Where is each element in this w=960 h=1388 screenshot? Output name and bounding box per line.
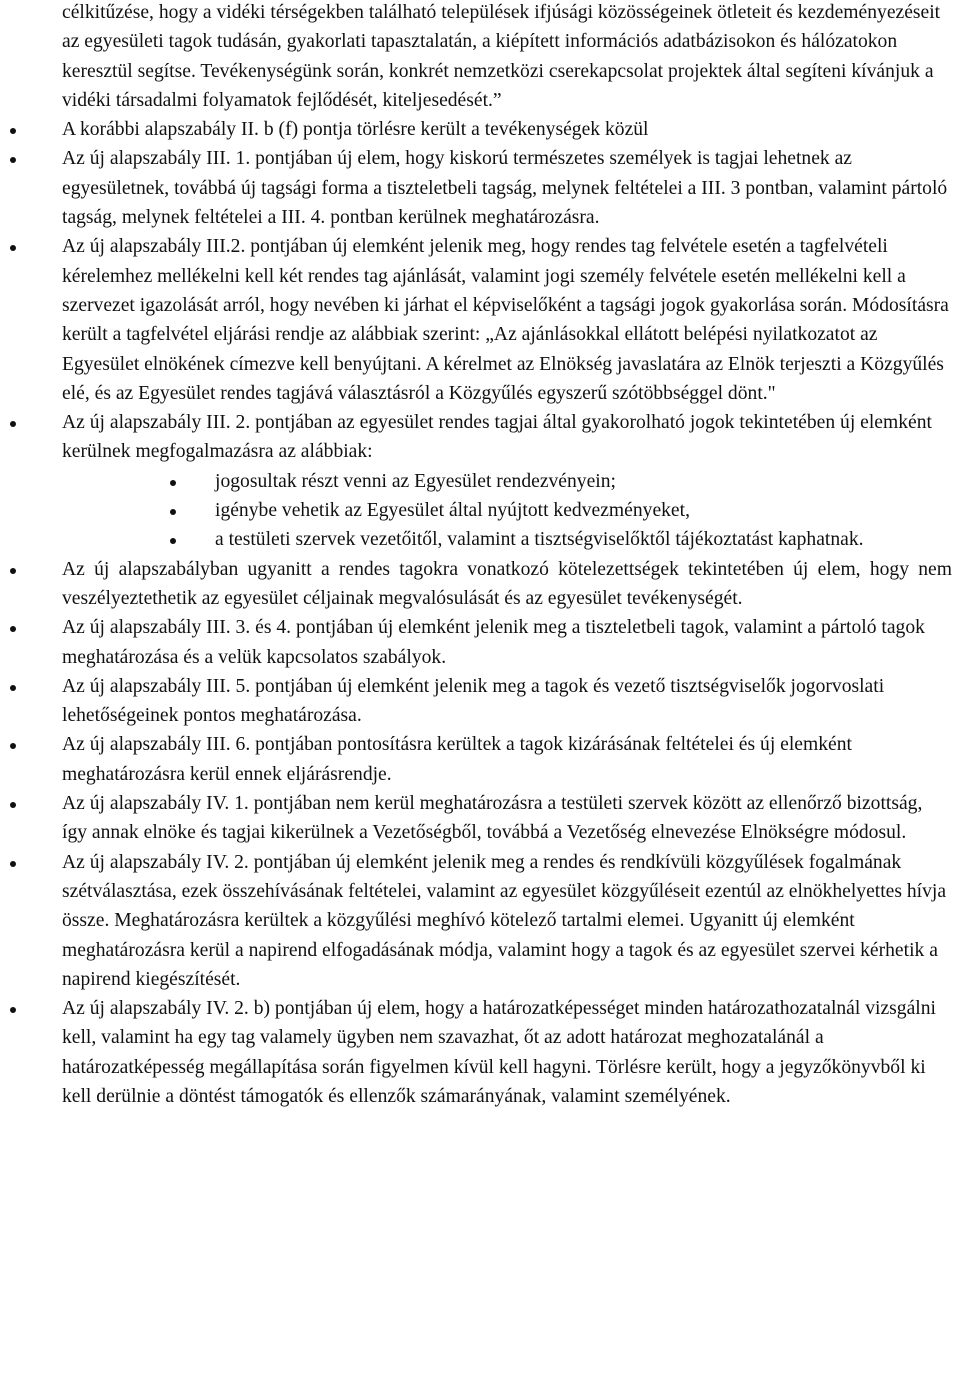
sub-list-item xyxy=(215,525,955,554)
sub-list-item-text: igénybe vehetik az Egyesület által nyújtott kedvezményeket, xyxy=(215,500,690,522)
list-item xyxy=(62,613,952,672)
list-item-text: Az új alapszabályban ugyanitt a rendes tagokra vonatkozó kötelezettségek tekintetében új elem, hogy nem veszélyeztethetik az egyesület céljainak megvalósulását és az egyesület tevékenységét. xyxy=(62,558,952,609)
sub-list-item-text: a testületi szervek vezetőitől, valamint a tisztségviselőktől tájékoztatást kaphatnak. xyxy=(215,529,864,551)
list-item-text: Az új alapszabály III. 3. és 4. pontjában új elemként jelenik meg a tiszteletbeli tagok, valamint a pártoló tagok meghatározása és a velük kapcsolatos szabályok. xyxy=(62,617,925,668)
list-item xyxy=(62,232,952,408)
list-item xyxy=(62,730,952,789)
bullet-icon xyxy=(10,685,16,691)
sub-list-item xyxy=(215,496,955,525)
list-item-text: Az új alapszabály III. 1. pontjában új elem, hogy kiskorú természetes személyek is tagjai lehetnek az egyesületnek, továbbá új tagsági forma a tiszteletbeli tagság, melynek feltételei a III. 3 pontban, valamint pártoló tagság, melynek feltételei a III. 4. pontban kerülnek meghatározásra. xyxy=(62,148,948,229)
list-item xyxy=(62,672,952,731)
list-item xyxy=(62,789,952,848)
list-item xyxy=(62,115,952,144)
sub-list-item-text: jogosultak részt venni az Egyesület rendezvényein; xyxy=(215,470,616,492)
bullet-icon xyxy=(170,538,176,544)
bullet-icon xyxy=(10,743,16,749)
bullet-icon xyxy=(10,128,16,134)
sub-list-item xyxy=(215,467,955,496)
bullet-icon xyxy=(10,157,16,163)
list-item-text: Az új alapszabály IV. 1. pontjában nem kerül meghatározásra a testületi szervek között az ellenőrző bizottság, így annak elnöke és tagjai kikerülnek a Vezetőségből, továbbá a Vezetőség elnevezése Elnökségre módosul. xyxy=(62,793,923,844)
rights-sublist xyxy=(62,467,952,555)
change-list xyxy=(0,115,960,1111)
list-item-text: A korábbi alapszabály II. b (f) pontja törlésre került a tevékenységek közül xyxy=(62,119,649,141)
bullet-icon xyxy=(10,245,16,251)
list-item-text: Az új alapszabály IV. 2. pontjában új elemként jelenik meg a rendes és rendkívüli közgyűlések fogalmának szétválasztása, ezek összehívásának feltételei, valamint az egyesület közgyűléseit ezentúl az elnökhelyettes hívja össze. Meghatározásra kerültek a közgyűlési meghívó kötelező tartalmi elemei. Ugyanitt új elemként meghatározásra kerül a napirend elfogadásának módja, valamint hogy a tagok és az egyesület szervei kérhetik a napirend kiegészítését. xyxy=(62,851,947,990)
bullet-icon xyxy=(170,509,176,515)
list-item-text: Az új alapszabály III.2. pontjában új elemként jelenik meg, hogy rendes tag felvétele esetén a tagfelvételi kérelemhez mellékelni kell két rendes tag ajánlását, valamint jogi személy felvétele esetén mellékelni kell a szervezet igazolását arról, hogy nevében ki járhat el képviselőként a tagsági jogok gyakorlása során. Módosításra került a tagfelvétel eljárási rendje az alábbiak szerint: „Az ajánlásokkal ellátott belépési nyilatkozatot az Egyesület elnökének címezve kell benyújtani. A kérelmet az Elnökség javaslatára az Elnök terjeszti a Közgyűlés elé, és az Egyesület rendes tagjává választásról a Közgyűlés egyszerű szótöbbséggel dönt." xyxy=(62,236,949,404)
bullet-icon xyxy=(170,480,176,486)
list-item-text: Az új alapszabály III. 6. pontjában pontosításra kerültek a tagok kizárásának feltételei és új elemként meghatározásra kerül ennek eljárásrendje. xyxy=(62,734,852,785)
bullet-icon xyxy=(10,802,16,808)
intro-paragraph: célkitűzése, hogy a vidéki térségekben található települések ifjúsági közösségeinek ötleteit és kezdeményezéseit az egyesületi tagok tudásán, gyakorlati tapasztalatán, a kiépített információs adatbázisokon és hálózatokon keresztül segítse. Tevékenységünk során, konkrét nemzetközi cserekapcsolat projektek által segíteni kívánjuk a vidéki társadalmi folyamatok fejlődését, kiteljesedését.” xyxy=(62,2,941,111)
list-item xyxy=(62,994,952,1111)
bullet-icon xyxy=(10,1007,16,1013)
bullet-icon xyxy=(10,861,16,867)
list-item xyxy=(62,408,952,554)
list-item xyxy=(62,144,952,232)
list-item xyxy=(62,848,952,994)
list-item-text: Az új alapszabály III. 2. pontjában az egyesület rendes tagjai által gyakorolható jogok tekintetében új elemként kerülnek megfogalmazásra az alábbiak: xyxy=(62,412,932,463)
list-item-text: Az új alapszabály IV. 2. b) pontjában új elem, hogy a határozatképességet minden határozathozatalnál vizsgálni kell, valamint ha egy tag valamely ügyben nem szavazhat, őt az adott határozat meghozatalánál a határozatképesség megállapítása során figyelmen kívül kell hagyni. Törlésre került, hogy a jegyzőkönyvből ki kell derülnie a döntést támogatók és ellenzők számarányának, valamint személyének. xyxy=(62,998,936,1107)
list-item-text: Az új alapszabály III. 5. pontjában új elemként jelenik meg a tagok és vezető tisztségviselők jogorvoslati lehetőségeinek pontos meghatározása. xyxy=(62,675,885,727)
bullet-icon xyxy=(10,568,16,574)
bullet-icon xyxy=(10,626,16,632)
bullet-icon xyxy=(10,421,16,427)
list-item xyxy=(62,555,952,614)
